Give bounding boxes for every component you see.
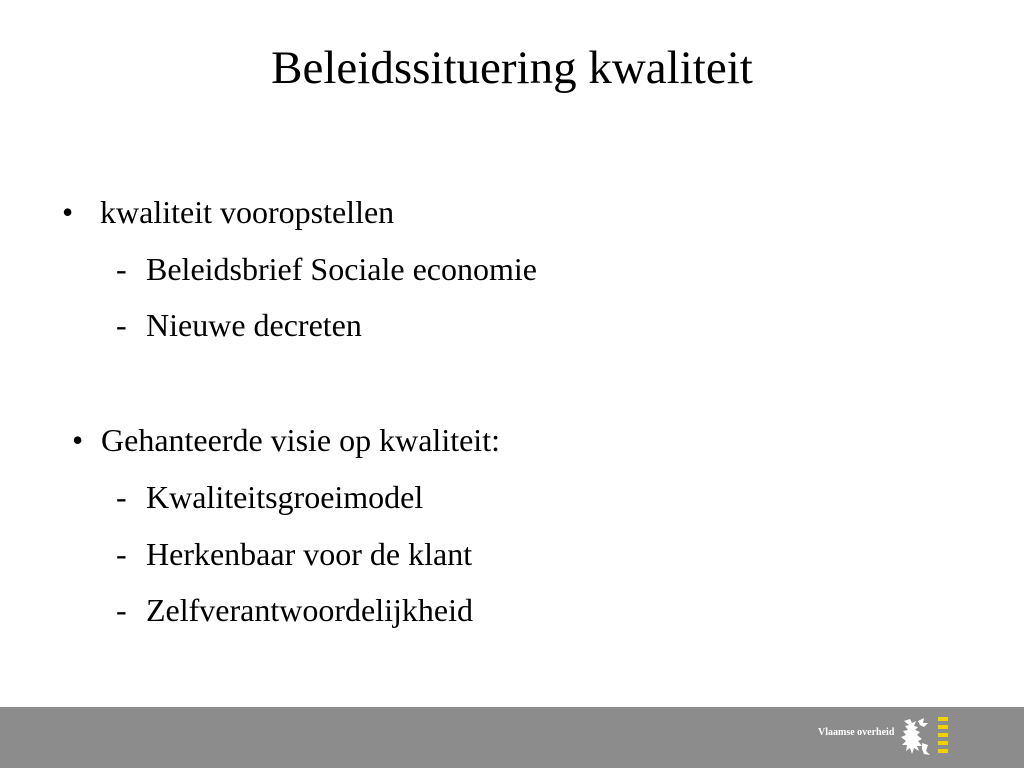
dash-marker: - [116,536,127,572]
bullet-heading-2: Gehanteerde visie op kwaliteit: [101,422,500,458]
footer-bar [0,707,1024,768]
dash-marker: - [116,479,127,515]
flag-stripes-icon [936,715,950,759]
sub-item-2-3: Zelfverantwoordelijkheid [146,592,473,628]
dash-marker: - [116,307,127,343]
bullet-marker: • [62,194,74,230]
dash-marker: - [116,592,127,628]
sub-item-1-2: Nieuwe decreten [146,307,362,343]
footer-brand-text: Vlaamse overheid [818,727,895,738]
sub-item-2-2: Herkenbaar voor de klant [146,536,473,572]
sub-item-2-1: Kwaliteitsgroeimodel [146,479,424,515]
flemish-lion-icon [898,715,932,759]
dash-marker: - [116,251,127,287]
slide-title: Beleidssituering kwaliteit [271,42,753,94]
bullet-marker: • [72,422,84,458]
sub-item-1-1: Beleidsbrief Sociale economie [146,251,537,287]
bullet-heading-1: kwaliteit vooropstellen [100,194,395,230]
